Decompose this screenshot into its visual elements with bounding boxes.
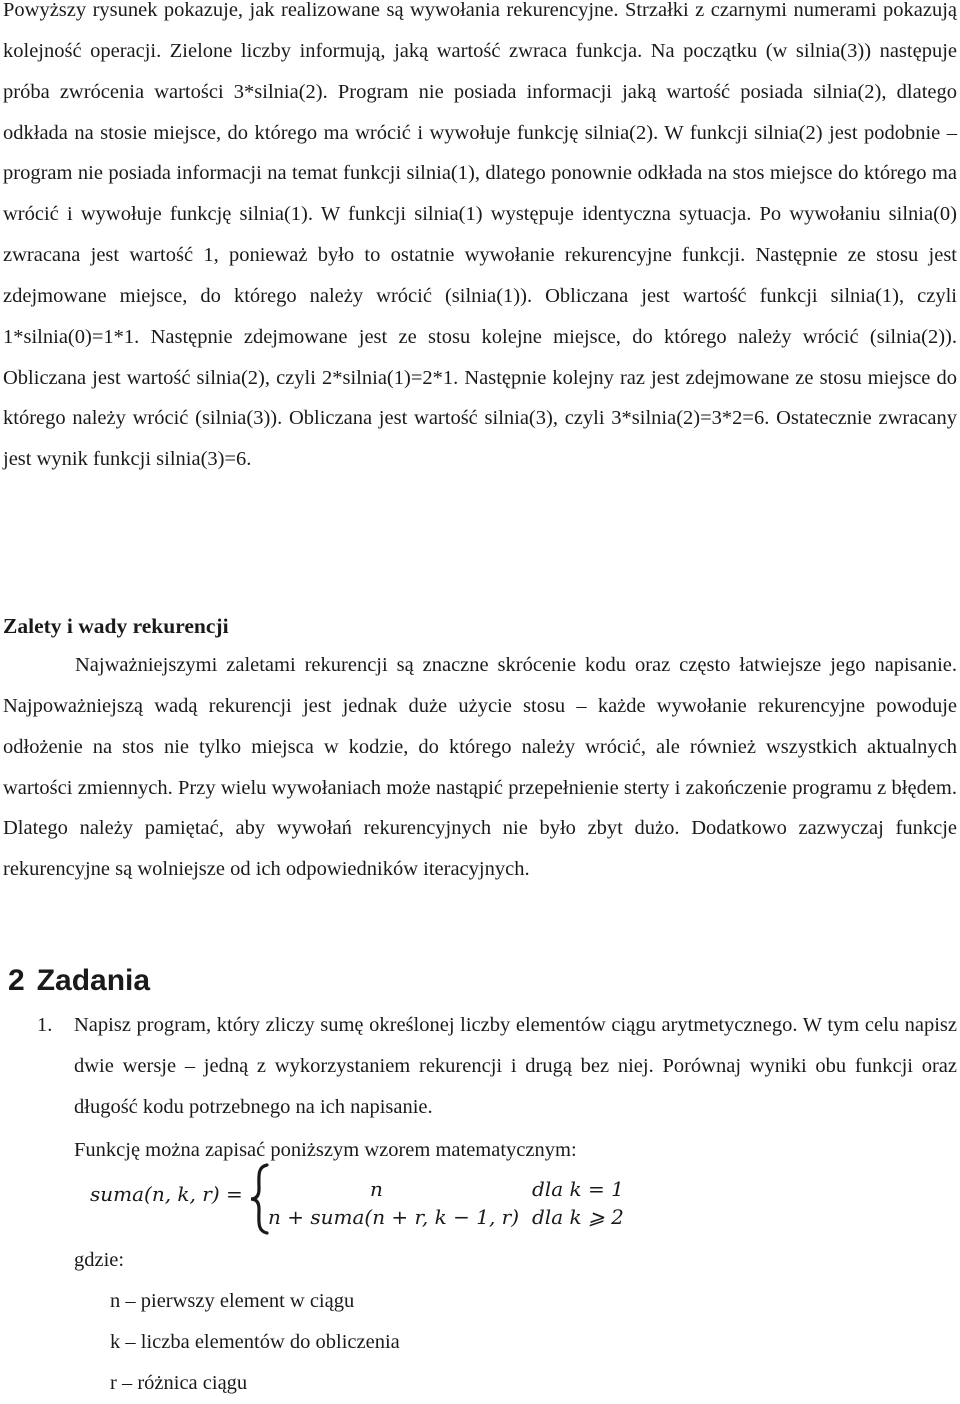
- formula-case2-condition: dla k ⩾ 2: [532, 1205, 624, 1229]
- formula-case1-condition: dla k = 1: [532, 1177, 624, 1201]
- section-heading: Zalety i wady rekurencji: [3, 614, 229, 638]
- formula-lead: Funkcję można zapisać poniższym wzorem matematycznym:: [74, 1139, 577, 1161]
- definition-item: r – różnica ciągu: [110, 1372, 248, 1394]
- formula-lhs: suma(n, k, r) =: [90, 1182, 243, 1206]
- task-number: 1.: [37, 1014, 53, 1036]
- formula-brace: [248, 1163, 270, 1240]
- where-label: gdzie:: [74, 1249, 125, 1271]
- formula-case2-expression: n + suma(n + r, k − 1, r): [268, 1205, 520, 1229]
- intro-paragraph: Powyższy rysunek pokazuje, jak realizowane są wywołania rekurencyjne. Strzałki z czarnymi numerami pokazują kolejność operacji. Zielone liczby informują, jaką wartość zwraca funkcja. Na początku (w silnia(3)) następuje próba zwrócenia wartości 3*silnia(2). Program nie posiada informacji jaką wartość posiada silnia(2), dlatego odkłada na stosie miejsce, do którego ma wrócić i wywołuje funkcję silnia(2). W funkcji silnia(2) jest podobnie – program nie posiada informacji na temat funkcji silnia(1), dlatego ponownie odkłada na stos miejsce do którego ma wrócić i wywołuje funkcję silnia(1). W funkcji silnia(1) występuje identyczna sytuacja. Po wywołaniu silnia(0) zwracana jest wartość 1, ponieważ było to ostatnie wywołanie rekurencyjne funkcji. Następnie ze stosu jest zdejmowane miejsce, do którego należy wrócić (silnia(1)). Obliczana jest wartość funkcji silnia(1), czyli 1*silnia(0)=1*1. Następnie zdejmowane jest ze stosu kolejne miejsce, do którego należy wrócić (silnia(2)). Obliczana jest wartość silnia(2), czyli 2*silnia(1)=2*1. Następnie kolejny raz jest zdejmowane ze stosu miejsce do którego należy wrócić (silnia(3)). Obliczana jest wartość silnia(3), czyli 3*silnia(2)=3*2=6. Ostatecznie zwracany jest wynik funkcji silnia(3)=6.: [3, 0, 957, 471]
- left-brace-path: [251, 1165, 267, 1233]
- variable-definitions: [110, 1281, 400, 1404]
- chapter-heading: [8, 958, 150, 1004]
- section-paragraph: Najważniejszymi zaletami rekurencji są znaczne skrócenie kodu oraz często łatwiejsze jego napisanie. Najpoważniejszą wadą rekurencji jest jednak duże użycie stosu – każde wywołanie rekurencyjne powoduje odłożenie na stos nie tylko miejsca w kodzie, do którego należy wrócić, ale również wszystkich aktualnych wartości zmiennych. Przy wielu wywołaniach może nastąpić przepełnienie sterty i zakończenie programu z błędem. Dlatego należy pamiętać, aby wywołań rekurencyjnych nie było zbyt dużo. Dodatkowo zazwyczaj funkcje rekurencyjne są wolniejsze od ich odpowiedników iteracyjnych.: [3, 654, 957, 881]
- definition-item: k – liczba elementów do obliczenia: [110, 1331, 400, 1353]
- chapter-number: 2: [8, 964, 25, 997]
- definition-item: n – pierwszy element w ciągu: [110, 1290, 355, 1312]
- formula-case1-expression: n: [370, 1177, 383, 1201]
- task-text: Napisz program, który zliczy sumę określonej liczby elementów ciągu arytmetycznego. W tym celu napisz dwie wersje – jedną z wykorzystaniem rekurencji i drugą bez niej. Porównaj wyniki obu funkcji oraz długość kodu potrzebnego na ich napisanie.: [74, 1014, 957, 1118]
- recursive-formula: [90, 1165, 650, 1255]
- chapter-title: Zadania: [36, 964, 151, 997]
